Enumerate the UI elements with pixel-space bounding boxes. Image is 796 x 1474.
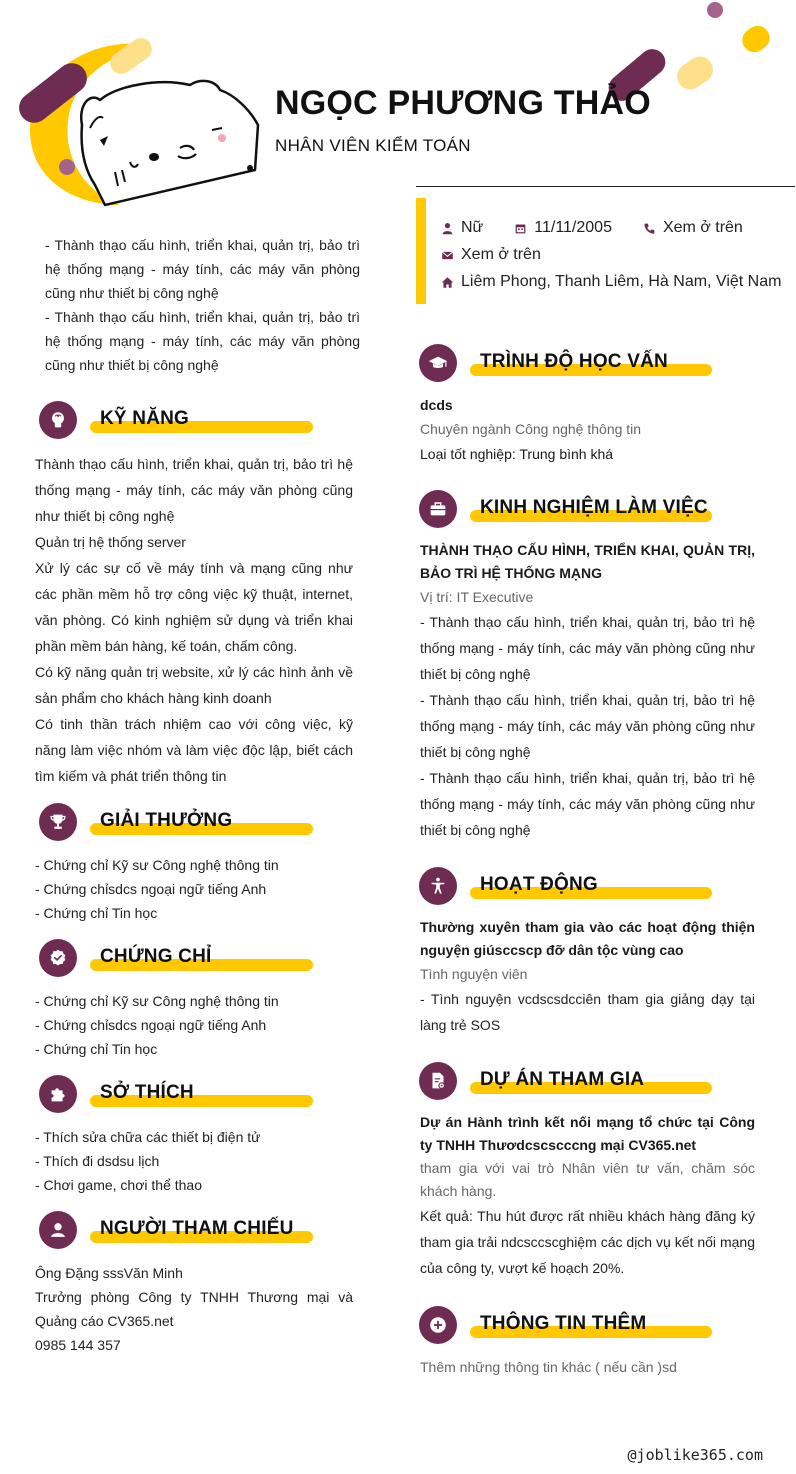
experience-item: - Thành thạo cấu hình, triển khai, quản trị, bảo trì hệ thống mạng - máy tính, các máy văn phòng cũng như thiết bị công nghệ	[420, 770, 755, 838]
hobbies-title: SỞ THÍCH	[100, 1082, 194, 1103]
activity-org: Thường xuyên tham gia vào các hoạt động thiện nguyện giúsccscp đỡ dân tộc vùng cao	[420, 919, 755, 958]
contact-accent-bar	[416, 198, 426, 304]
awards-section-icon	[39, 803, 77, 841]
person-icon	[440, 221, 455, 236]
extra-title: THÔNG TIN THÊM	[480, 1313, 647, 1334]
birthday-value: 11/11/2005	[534, 219, 612, 236]
experience-position: Vị trí: IT Executive	[420, 589, 534, 605]
reference-name: Ông Đặng sssVăn Minh	[35, 1265, 183, 1281]
home-icon	[440, 275, 455, 290]
hobby-item: - Thích sửa chữa các thiết bị điện tử	[35, 1129, 261, 1145]
award-item: - Chứng chỉ Kỹ sư Công nghệ thông tin	[35, 857, 279, 873]
project-result: Kết quả: Thu hút được rất nhiều khách hàng đăng ký tham gia trải ndcsccscghiệm các dịch vụ kết nối mạng của công ty, vượt kế hoạch 20%.	[420, 1208, 755, 1276]
footer-handle: @joblike365.com	[627, 1446, 763, 1464]
extra-text: Thêm những thông tin khác ( nếu cần )sd	[420, 1359, 677, 1375]
activities-title: HOẠT ĐỘNG	[480, 874, 598, 895]
email-icon	[440, 248, 455, 263]
skill-item: Xử lý các sự cố về máy tính và mạng cũng như các phần mềm hỗ trợ công việc kỹ thuật, internet, văn phòng. Có kinh nghiệm sử dụng và triển khai phần mềm bán hàng, kế toán, chấm công.	[35, 560, 353, 654]
certificates-section-icon	[39, 939, 77, 977]
awards-title: GIẢI THƯỞNG	[100, 810, 233, 831]
objective-text	[45, 233, 360, 377]
skills-list	[35, 451, 353, 789]
user-circle-icon	[47, 1219, 69, 1241]
graduation-cap-icon	[427, 352, 449, 374]
project-name: Dự án Hành trình kết nối mạng tổ chức tại Công ty TNHH Thươdcscscccng mại CV365.net	[420, 1114, 755, 1153]
objective-line: - Thành thạo cấu hình, triển khai, quản trị, bảo trì hệ thống mạng - máy tính, các máy văn phòng cũng như thiết bị công nghệ	[45, 309, 360, 373]
plus-circle-icon	[427, 1314, 449, 1336]
objective-line: - Thành thạo cấu hình, triển khai, quản trị, bảo trì hệ thống mạng - máy tính, các máy văn phòng cũng như thiết bị công nghệ	[45, 237, 360, 301]
document-gear-icon	[427, 1070, 449, 1092]
experience-block	[420, 539, 755, 843]
puzzle-icon	[47, 1083, 69, 1105]
award-item: - Chứng chỉsdcs ngoại ngữ tiếng Anh	[35, 881, 267, 897]
email-value: Xem ở trên	[461, 246, 541, 263]
hobbies-list	[35, 1125, 353, 1197]
skills-section-icon	[39, 401, 77, 439]
certificates-list	[35, 989, 353, 1061]
activity-role: Tình nguyện viên	[420, 966, 528, 982]
contact-row-1	[440, 219, 743, 237]
phone-value: Xem ở trên	[662, 219, 743, 236]
certificate-item: - Chứng chỉ Kỹ sư Công nghệ thông tin	[35, 993, 279, 1009]
trophy-icon	[47, 811, 69, 833]
projects-block	[420, 1111, 755, 1281]
contact-row-2	[440, 246, 541, 264]
experience-section-icon	[419, 490, 457, 528]
skill-item: Quản trị hệ thống server	[35, 534, 186, 550]
references-title: NGƯỜI THAM CHIẾU	[100, 1218, 294, 1239]
project-role: tham gia với vai trò Nhân viên tư vấn, chăm sóc khách hàng.	[420, 1160, 755, 1199]
calendar-icon	[513, 221, 528, 236]
activities-section-icon	[419, 867, 457, 905]
extra-section-icon	[419, 1306, 457, 1344]
activity-desc: - Tình nguyện vcdscsdcciên tham gia giảng dạy tại làng trẻ SOS	[420, 991, 755, 1033]
certificate-item: - Chứng chỉsdcs ngoại ngữ tiếng Anh	[35, 1017, 267, 1033]
certificate-item: - Chứng chỉ Tin học	[35, 1041, 158, 1057]
phone-icon	[642, 221, 657, 236]
education-major: Chuyên ngành Công nghệ thông tin	[420, 421, 642, 437]
references-section-icon	[39, 1211, 77, 1249]
hobby-item: - Chơi game, chơi thể thao	[35, 1177, 202, 1193]
accessibility-icon	[427, 875, 449, 897]
experience-company: THÀNH THẠO CẤU HÌNH, TRIỂN KHAI, QUẢN TRỊ, BẢO TRÌ HỆ THỐNG MẠNG	[420, 542, 755, 581]
skill-item: Thành thạo cấu hình, triển khai, quản trị, bảo trì hệ thống mạng - máy tính, các máy văn phòng cũng như thiết bị công nghệ	[35, 456, 353, 524]
address-value: Liêm Phong, Thanh Liêm, Hà Nam, Việt Nam	[461, 273, 782, 290]
contact-row-3	[440, 273, 781, 291]
education-school: dcds	[420, 397, 453, 413]
education-title: TRÌNH ĐỘ HỌC VẤN	[480, 351, 668, 372]
projects-section-icon	[419, 1062, 457, 1100]
certificates-title: CHỨNG CHỈ	[100, 946, 212, 967]
job-title: NHÂN VIÊN KIỂM TOÁN	[275, 136, 471, 155]
award-item: - Chứng chỉ Tin học	[35, 905, 158, 921]
brain-icon	[47, 409, 69, 431]
hobby-item: - Thích đi dsdsu lịch	[35, 1153, 160, 1169]
education-grade: Loại tốt nghiệp: Trung bình khá	[420, 446, 614, 462]
skill-item: Có kỹ năng quản trị website, xử lý các hình ảnh về sản phẩm cho khách hàng kinh doanh	[35, 664, 353, 706]
experience-title: KINH NGHIỆM LÀM VIỆC	[480, 497, 708, 518]
header-divider	[416, 186, 795, 187]
briefcase-icon	[427, 498, 449, 520]
reference-phone: 0985 144 357	[35, 1337, 121, 1353]
awards-list	[35, 853, 353, 925]
skill-item: Có tinh thần trách nhiệm cao với công việc, kỹ năng làm việc nhóm và làm việc độc lập, biết cách tìm kiếm và phát triển thông tin	[35, 716, 353, 784]
references-block	[35, 1261, 353, 1357]
education-block	[420, 393, 755, 466]
experience-item: - Thành thạo cấu hình, triển khai, quản trị, bảo trì hệ thống mạng - máy tính, các máy văn phòng cũng như thiết bị công nghệ	[420, 614, 755, 682]
hobbies-section-icon	[39, 1075, 77, 1113]
gender-value: Nữ	[461, 219, 484, 236]
badge-check-icon	[47, 947, 69, 969]
projects-title: DỰ ÁN THAM GIA	[480, 1069, 645, 1090]
candidate-name: NGỌC PHƯƠNG THẢO	[275, 84, 651, 122]
reference-position: Trưởng phòng Công ty TNHH Thương mại và Quảng cáo CV365.net	[35, 1289, 353, 1329]
experience-item: - Thành thạo cấu hình, triển khai, quản trị, bảo trì hệ thống mạng - máy tính, các máy văn phòng cũng như thiết bị công nghệ	[420, 692, 755, 760]
education-section-icon	[419, 344, 457, 382]
skills-title: KỸ NĂNG	[100, 408, 190, 429]
activities-block	[420, 916, 755, 1038]
